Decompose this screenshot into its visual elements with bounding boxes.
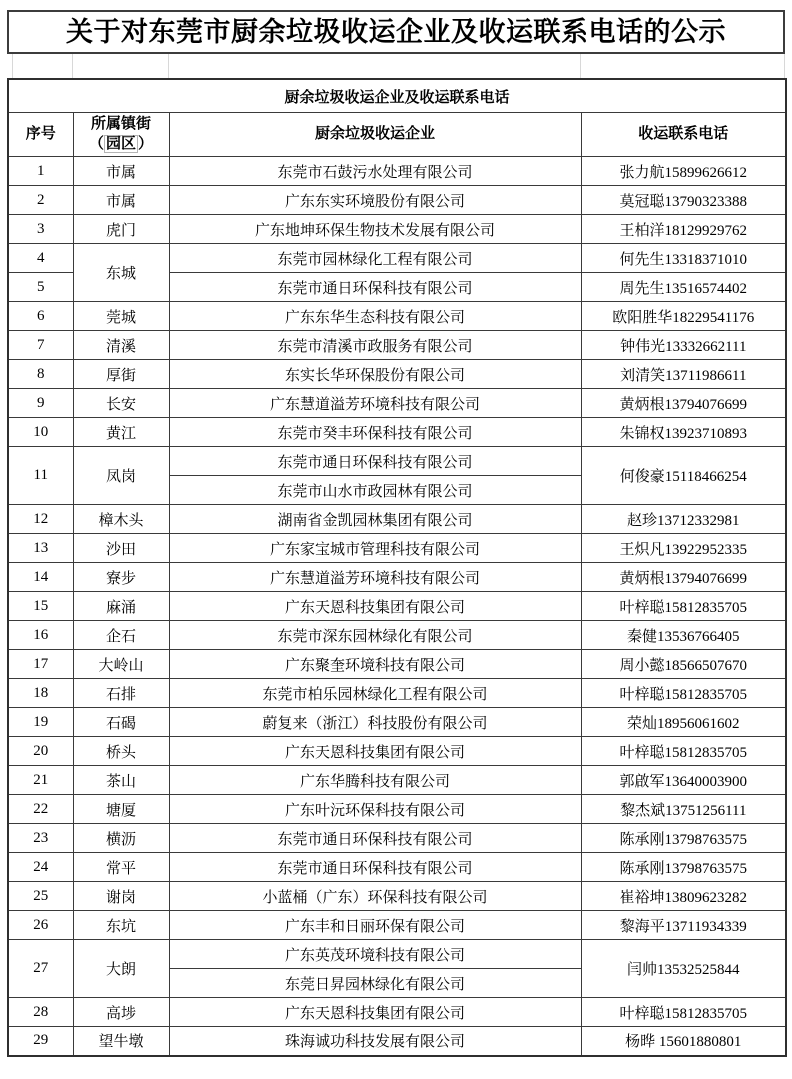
phone-cell: 陈承刚13798763575	[581, 824, 786, 853]
table-row	[8, 534, 786, 563]
phone-cell: 黄炳根13794076699	[581, 563, 786, 592]
company-cell: 广东叶沅环保科技有限公司	[169, 795, 581, 824]
phone-cell: 秦健13536766405	[581, 621, 786, 650]
town-cell: 高埗	[73, 998, 169, 1027]
phone-cell: 欧阳胜华18229541176	[581, 302, 786, 331]
table-row	[8, 766, 786, 795]
company-cell: 东实长华环保股份有限公司	[169, 360, 581, 389]
company-cell: 东莞市石鼓污水处理有限公司	[169, 157, 581, 186]
gridline	[12, 54, 13, 78]
company-cell: 广东慧道溢芳环境科技有限公司	[169, 563, 581, 592]
phone-cell: 杨晔 15601880801	[581, 1027, 786, 1056]
table-row	[8, 418, 786, 447]
company-cell: 东莞日昇园林绿化有限公司	[169, 969, 581, 998]
company-cell: 湖南省金凯园林集团有限公司	[169, 505, 581, 534]
table-row	[8, 447, 786, 476]
town-cell: 厚街	[73, 360, 169, 389]
no-cell: 18	[8, 679, 73, 708]
town-cell: 塘厦	[73, 795, 169, 824]
company-cell: 广东东实环境股份有限公司	[169, 186, 581, 215]
phone-cell: 刘清笑13711986611	[581, 360, 786, 389]
company-cell: 小蓝桶（广东）环保科技有限公司	[169, 882, 581, 911]
phone-cell: 周小懿18566507670	[581, 650, 786, 679]
town-cell: 大朗	[73, 940, 169, 998]
table-title-row	[8, 79, 786, 113]
company-cell: 珠海诚功科技发展有限公司	[169, 1027, 581, 1056]
col-header-town-paren-text: 园区	[105, 135, 136, 152]
town-cell: 清溪	[73, 331, 169, 360]
company-cell: 东莞市通日环保科技有限公司	[169, 824, 581, 853]
town-cell: 虎门	[73, 215, 169, 244]
no-cell: 20	[8, 737, 73, 766]
company-cell: 广东天恩科技集团有限公司	[169, 592, 581, 621]
table-row	[8, 186, 786, 215]
town-cell: 望牛墩	[73, 1027, 169, 1056]
town-cell: 莞城	[73, 302, 169, 331]
company-cell: 东莞市深东园林绿化有限公司	[169, 621, 581, 650]
town-cell: 东城	[73, 244, 169, 302]
phone-cell: 王炽凡13922952335	[581, 534, 786, 563]
col-header-phone: 收运联系电话	[581, 113, 786, 157]
phone-cell: 闫帅13532525844	[581, 940, 786, 998]
no-cell: 14	[8, 563, 73, 592]
no-cell: 8	[8, 360, 73, 389]
no-cell: 2	[8, 186, 73, 215]
no-cell: 6	[8, 302, 73, 331]
company-cell: 广东华腾科技有限公司	[169, 766, 581, 795]
company-cell: 广东聚奎环境科技有限公司	[169, 650, 581, 679]
no-cell: 12	[8, 505, 73, 534]
table-row	[8, 853, 786, 882]
table-title: 厨余垃圾收运企业及收运联系电话	[8, 79, 786, 113]
company-cell: 广东慧道溢芳环境科技有限公司	[169, 389, 581, 418]
gridline	[784, 54, 785, 78]
no-cell: 23	[8, 824, 73, 853]
no-cell: 1	[8, 157, 73, 186]
phone-cell: 王柏洋18129929762	[581, 215, 786, 244]
table-row	[8, 563, 786, 592]
company-cell: 东莞市山水市政园林有限公司	[169, 476, 581, 505]
town-cell: 桥头	[73, 737, 169, 766]
no-cell: 21	[8, 766, 73, 795]
spreadsheet-gridline-row	[7, 54, 785, 78]
phone-cell: 莫冠聪13790323388	[581, 186, 786, 215]
phone-cell: 叶梓聪15812835705	[581, 592, 786, 621]
table-row	[8, 157, 786, 186]
no-cell: 25	[8, 882, 73, 911]
phone-cell: 陈承刚13798763575	[581, 853, 786, 882]
table-row	[8, 708, 786, 737]
table-row	[8, 650, 786, 679]
company-cell: 蔚复来（浙江）科技股份有限公司	[169, 708, 581, 737]
town-cell: 沙田	[73, 534, 169, 563]
col-header-town-paren-open: （	[88, 135, 104, 152]
company-cell: 广东地坤环保生物技术发展有限公司	[169, 215, 581, 244]
company-cell: 广东天恩科技集团有限公司	[169, 998, 581, 1027]
no-cell: 29	[8, 1027, 73, 1056]
town-cell: 凤岗	[73, 447, 169, 505]
no-cell: 3	[8, 215, 73, 244]
no-cell: 27	[8, 940, 73, 998]
phone-cell: 赵珍13712332981	[581, 505, 786, 534]
table-body	[8, 157, 786, 1056]
no-cell: 26	[8, 911, 73, 940]
gridline	[168, 54, 169, 78]
col-header-no: 序号	[8, 113, 73, 157]
company-cell: 广东东华生态科技有限公司	[169, 302, 581, 331]
town-cell: 常平	[73, 853, 169, 882]
town-cell: 大岭山	[73, 650, 169, 679]
table-row	[8, 1027, 786, 1056]
no-cell: 24	[8, 853, 73, 882]
phone-cell: 朱锦权13923710893	[581, 418, 786, 447]
phone-cell: 崔裕坤13809623282	[581, 882, 786, 911]
table-row	[8, 360, 786, 389]
no-cell: 13	[8, 534, 73, 563]
town-cell: 石排	[73, 679, 169, 708]
town-cell: 麻涌	[73, 592, 169, 621]
town-cell: 东坑	[73, 911, 169, 940]
no-cell: 17	[8, 650, 73, 679]
town-cell: 市属	[73, 186, 169, 215]
table-row	[8, 795, 786, 824]
company-cell: 东莞市通日环保科技有限公司	[169, 447, 581, 476]
table-row	[8, 592, 786, 621]
phone-cell: 黎杰斌13751256111	[581, 795, 786, 824]
town-cell: 企石	[73, 621, 169, 650]
town-cell: 黄江	[73, 418, 169, 447]
phone-cell: 叶梓聪15812835705	[581, 737, 786, 766]
table-row	[8, 302, 786, 331]
no-cell: 10	[8, 418, 73, 447]
town-cell: 樟木头	[73, 505, 169, 534]
no-cell: 15	[8, 592, 73, 621]
table-row	[8, 621, 786, 650]
no-cell: 5	[8, 273, 73, 302]
town-cell: 长安	[73, 389, 169, 418]
phone-cell: 何俊豪15118466254	[581, 447, 786, 505]
phone-cell: 张力航15899626612	[581, 157, 786, 186]
table-row	[8, 824, 786, 853]
gridline	[580, 54, 581, 78]
town-cell: 市属	[73, 157, 169, 186]
table-row	[8, 244, 786, 273]
col-header-town	[73, 113, 169, 157]
company-cell: 东莞市通日环保科技有限公司	[169, 273, 581, 302]
company-cell: 东莞市园林绿化工程有限公司	[169, 244, 581, 273]
gridline	[72, 54, 73, 78]
phone-cell: 何先生13318371010	[581, 244, 786, 273]
table-row	[8, 882, 786, 911]
phone-cell: 钟伟光13332662111	[581, 331, 786, 360]
page-title: 关于对东莞市厨余垃圾收运企业及收运联系电话的公示	[7, 10, 785, 54]
no-cell: 16	[8, 621, 73, 650]
column-header-row	[8, 113, 786, 157]
company-cell: 广东丰和日丽环保有限公司	[169, 911, 581, 940]
phone-cell: 荣灿18956061602	[581, 708, 786, 737]
no-cell: 28	[8, 998, 73, 1027]
town-cell: 茶山	[73, 766, 169, 795]
no-cell: 19	[8, 708, 73, 737]
col-header-town-line1: 所属镇街	[90, 116, 151, 132]
table-row	[8, 505, 786, 534]
no-cell: 9	[8, 389, 73, 418]
company-cell: 东莞市癸丰环保科技有限公司	[169, 418, 581, 447]
phone-cell: 周先生13516574402	[581, 273, 786, 302]
table-row	[8, 911, 786, 940]
no-cell: 4	[8, 244, 73, 273]
town-cell: 谢岗	[73, 882, 169, 911]
company-cell: 东莞市清溪市政服务有限公司	[169, 331, 581, 360]
company-cell: 东莞市通日环保科技有限公司	[169, 853, 581, 882]
no-cell: 11	[8, 447, 73, 505]
phone-cell: 郭啟军13640003900	[581, 766, 786, 795]
table-row	[8, 389, 786, 418]
contact-table	[7, 78, 787, 1057]
phone-cell: 叶梓聪15812835705	[581, 998, 786, 1027]
table-row	[8, 215, 786, 244]
no-cell: 22	[8, 795, 73, 824]
table-row	[8, 679, 786, 708]
table-row	[8, 998, 786, 1027]
town-cell: 石碣	[73, 708, 169, 737]
town-cell: 横沥	[73, 824, 169, 853]
company-cell: 东莞市柏乐园林绿化工程有限公司	[169, 679, 581, 708]
table-row	[8, 940, 786, 969]
no-cell: 7	[8, 331, 73, 360]
company-cell: 广东英茂环境科技有限公司	[169, 940, 581, 969]
phone-cell: 黄炳根13794076699	[581, 389, 786, 418]
table-row	[8, 331, 786, 360]
table-row	[8, 737, 786, 766]
col-header-town-paren-close: ）	[138, 135, 154, 152]
phone-cell: 黎海平13711934339	[581, 911, 786, 940]
town-cell: 寮步	[73, 563, 169, 592]
phone-cell: 叶梓聪15812835705	[581, 679, 786, 708]
company-cell: 广东天恩科技集团有限公司	[169, 737, 581, 766]
col-header-company: 厨余垃圾收运企业	[169, 113, 581, 157]
company-cell: 广东家宝城市管理科技有限公司	[169, 534, 581, 563]
